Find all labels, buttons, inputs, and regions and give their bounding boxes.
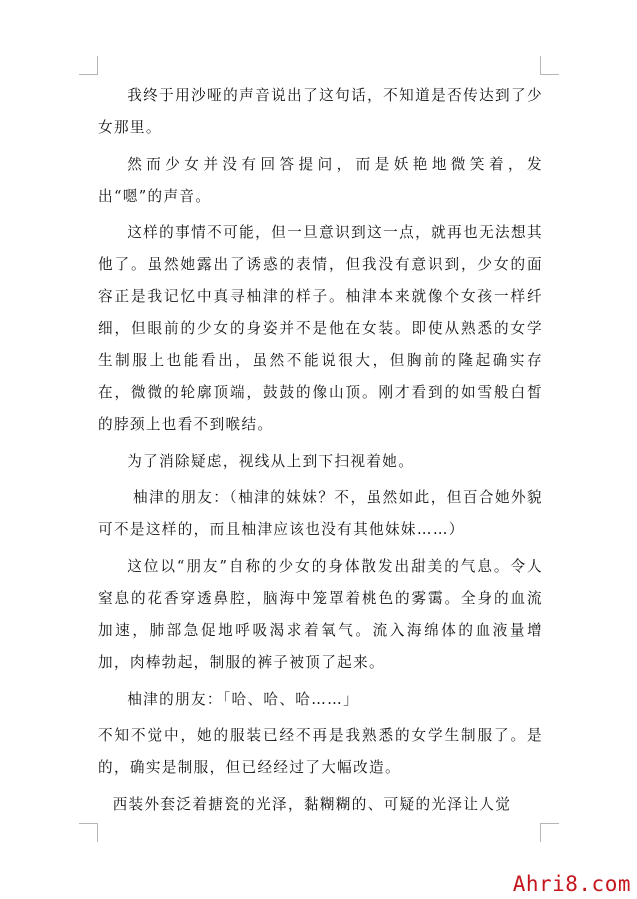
watermark: Ahri8.com xyxy=(512,872,631,896)
paragraph: 我终于用沙哑的声音说出了这句话，不知道是否传达到了少女那里。 xyxy=(98,87,543,136)
paragraph: 西装外套泛着搪瓷的光泽，黏糊糊的、可疑的光泽让人觉 xyxy=(112,795,512,813)
paragraph: 然而少女并没有回答提问，而是妖艳地微笑着，发出“嗯”的声音。 xyxy=(98,155,543,205)
corner-mark-top-left xyxy=(79,56,98,75)
corner-mark-bottom-left xyxy=(79,823,98,842)
paragraph: 柚津的朋友：「哈、哈、哈……」 xyxy=(127,690,360,708)
paragraph: 为了消除疑虑，视线从上到下扫视着她。 xyxy=(127,452,415,470)
paragraph: 柚津的朋友：（柚津的妹妹？不，虽然如此，但百合她外貌可不是这样的，而且柚津应该也没有其他妹妹……） xyxy=(98,489,543,539)
document-body xyxy=(98,80,543,825)
paragraph: 这位以“朋友”自称的少女的身体散发出甜美的气息。令人窒息的花香穿透鼻腔，脑海中笼罩着桃色的雾霭。全身的血流加速，肺部急促地呼吸渴求着氧气。流入海绵体的血液量增加，肉棒勃起，制服的裤子被顶了起来。 xyxy=(98,557,543,671)
corner-mark-top-right xyxy=(540,56,559,75)
paragraph: 不知不觉中，她的服装已经不再是我熟悉的女学生制服了。是的，确实是制服，但已经经过了大幅改造。 xyxy=(98,727,543,777)
paragraph: 这样的事情不可能，但一旦意识到这一点，就再也无法想其他了。虽然她露出了诱惑的表情，但我没有意识到，少女的面容正是我记忆中真寻柚津的样子。柚津本来就像个女孩一样纤细，但眼前的少女的身姿并不是他在女装。即使从熟悉的女学生制服上也能看出，虽然不能说很大，但胸前的隆起确实存在，微微的轮廓顶端，鼓鼓的像山顶。刚才看到的如雪般白皙的脖颈上也看不到喉结。 xyxy=(98,224,543,434)
corner-mark-bottom-right xyxy=(540,823,559,842)
